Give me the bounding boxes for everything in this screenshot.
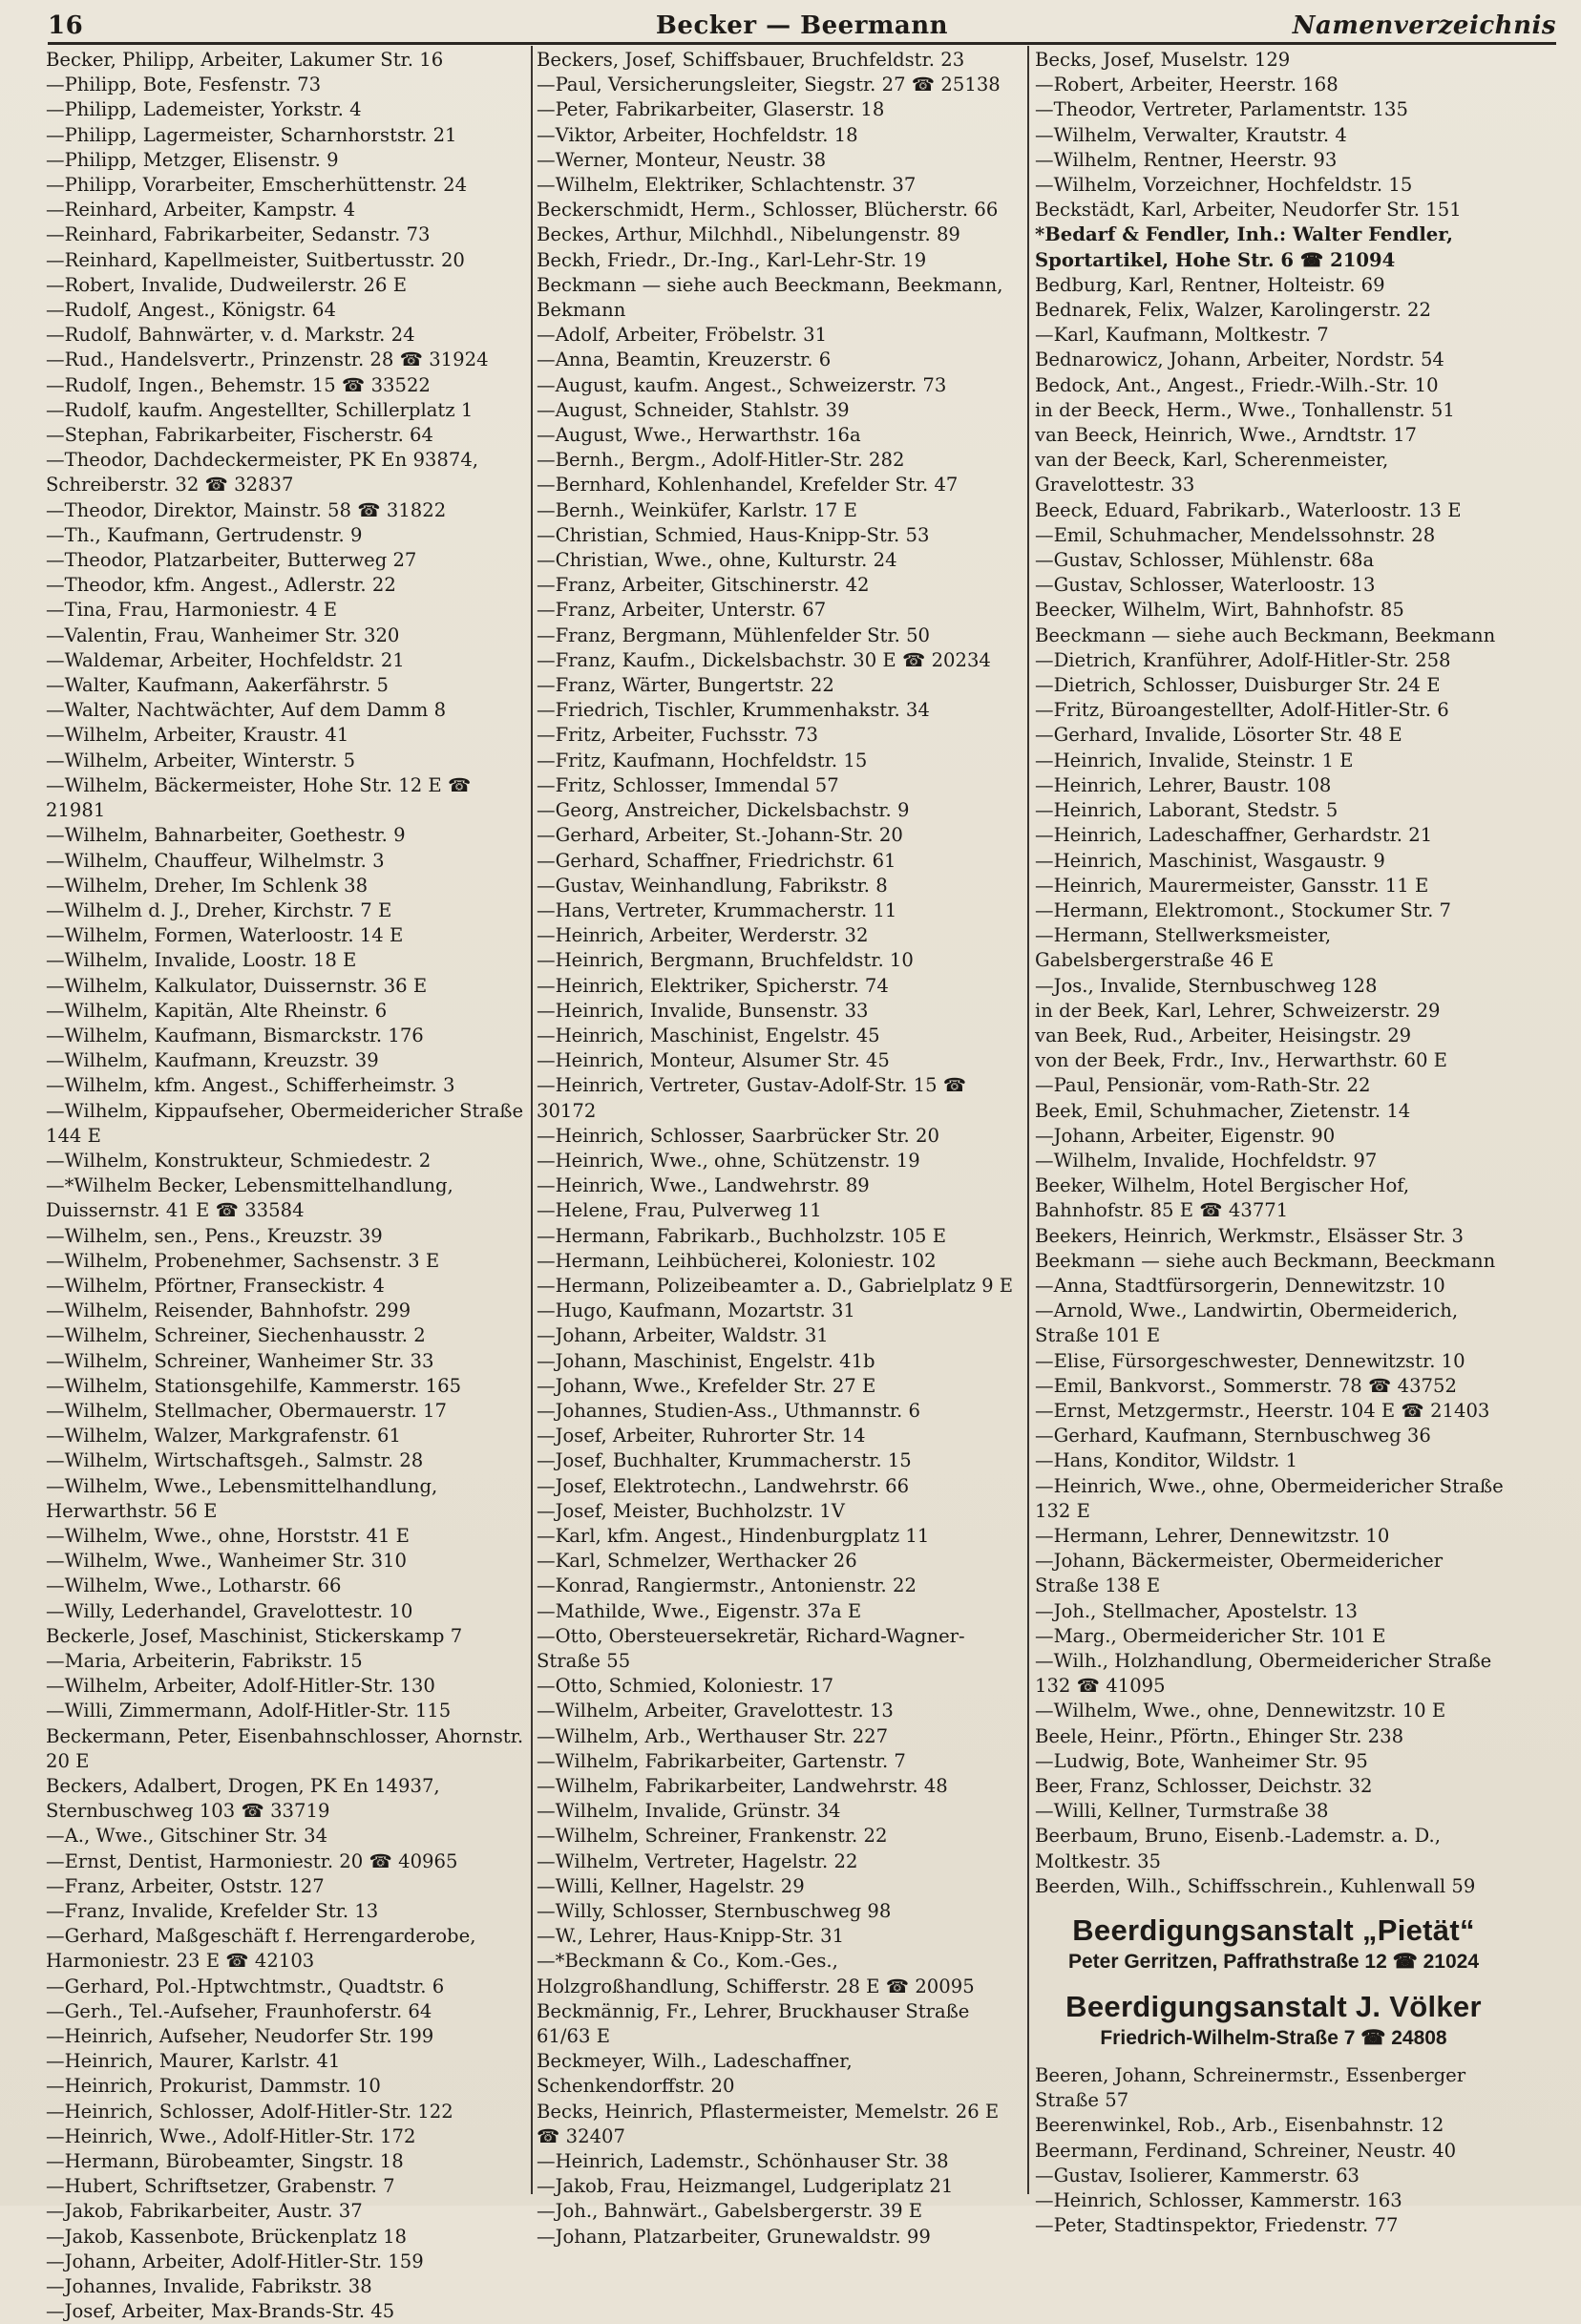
directory-entry: —Jakob, Kassenbote, Brückenplatz 18 — [46, 2225, 408, 2248]
directory-entry: von der Beek, Frdr., Inv., Herwarthstr. 60 E — [1035, 1049, 1447, 1072]
directory-entry: —Wilhelm, Wirtschaftsgeh., Salmstr. 28 — [46, 1449, 424, 1472]
directory-entry: —Wilhelm, Reisender, Bahnhofstr. 299 — [46, 1299, 411, 1322]
directory-entry: —Hermann, Polizeibeamter a. D., Gabrielplatz 9 E — [537, 1274, 1014, 1297]
directory-entry: —Heinrich, Arbeiter, Werderstr. 32 — [537, 924, 869, 947]
directory-entry: —Ludwig, Bote, Wanheimer Str. 95 — [1035, 1749, 1368, 1772]
directory-entry: —Franz, Arbeiter, Gitschinerstr. 42 — [537, 574, 870, 597]
directory-entry: —Johann, Platzarbeiter, Grunewaldstr. 99 — [537, 2225, 931, 2248]
directory-entry: —Bernh., Bergm., Adolf-Hitler-Str. 282 — [537, 449, 905, 472]
page-header — [48, 8, 1556, 45]
directory-entry: —Paul, Versicherungsleiter, Siegstr. 27 ☎ 25138 — [537, 74, 1001, 96]
directory-entry: —Hermann, Elektromont., Stockumer Str. 7 — [1035, 898, 1451, 921]
directory-entry: —Wilhelm, Chauffeur, Wilhelmstr. 3 — [46, 849, 385, 872]
directory-entry: —Johann, Maschinist, Engelstr. 41b — [537, 1349, 875, 1372]
directory-entry: —Wilhelm, Wwe., Lebensmittelhandlung, Herwarthstr. 56 E — [46, 1474, 438, 1522]
directory-entry: van Beeck, Heinrich, Wwe., Arndtstr. 17 — [1035, 424, 1418, 447]
directory-entry: —Viktor, Arbeiter, Hochfeldstr. 18 — [537, 123, 858, 146]
directory-entry: Beckers, Josef, Schiffsbauer, Bruchfeldstr. 23 — [537, 49, 965, 71]
directory-entry: —Willy, Lederhandel, Gravelottestr. 10 — [46, 1599, 413, 1622]
directory-entry: Bedburg, Karl, Rentner, Holteistr. 69 — [1035, 273, 1385, 296]
directory-entry: Beerenwinkel, Rob., Arb., Eisenbahnstr. 12 — [1035, 2114, 1444, 2137]
directory-entry: —Wilhelm, Invalide, Grünstr. 34 — [537, 1800, 841, 1823]
directory-entry: —Reinhard, Fabrikarbeiter, Sedanstr. 73 — [46, 223, 431, 246]
directory-entry: —Wilhelm, Pförtner, Franseckistr. 4 — [46, 1274, 385, 1297]
directory-entry: —Heinrich, Laborant, Stedstr. 5 — [1035, 799, 1339, 822]
directory-entry: —Gerhard, Invalide, Lösorter Str. 48 E — [1035, 724, 1402, 747]
directory-entry: —Heinrich, Ladeschaffner, Gerhardstr. 21 — [1035, 824, 1433, 847]
directory-entry: —Valentin, Frau, Wanheimer Str. 320 — [46, 623, 400, 646]
directory-entry: —Wilhelm, Kaufmann, Bismarckstr. 176 — [46, 1024, 424, 1046]
directory-entry: —Bernhard, Kohlenhandel, Krefelder Str. 47 — [537, 474, 959, 496]
directory-entry: —Karl, kfm. Angest., Hindenburgplatz 11 — [537, 1524, 930, 1547]
directory-entry: —Ernst, Metzgermstr., Heerstr. 104 E ☎ 21403 — [1035, 1399, 1490, 1422]
directory-entry: —Josef, Arbeiter, Ruhrorter Str. 14 — [537, 1425, 866, 1447]
directory-entry: —Theodor, kfm. Angest., Adlerstr. 22 — [46, 574, 396, 597]
directory-entry: —Heinrich, Schlosser, Saarbrücker Str. 20 — [537, 1124, 939, 1147]
directory-entry: —Gustav, Schlosser, Waterloostr. 13 — [1035, 574, 1376, 597]
directory-entry: Beckermann, Peter, Eisenbahnschlosser, Ahornstr. 20 E — [46, 1724, 524, 1772]
directory-entry: —Franz, Wärter, Bungertstr. 22 — [537, 674, 834, 697]
directory-entry: —Rudolf, Ingen., Behemstr. 15 ☎ 33522 — [46, 373, 431, 396]
directory-entry: —Wilhelm d. J., Dreher, Kirchstr. 7 E — [46, 898, 392, 921]
directory-entry: —Franz, Bergmann, Mühlenfelder Str. 50 — [537, 623, 931, 646]
directory-entry: —Friedrich, Tischler, Krummenhakstr. 34 — [537, 699, 930, 722]
directory-entry: —Adolf, Arbeiter, Fröbelstr. 31 — [537, 324, 828, 347]
directory-entry: Beckes, Arthur, Milchhdl., Nibelungenstr. 89 — [537, 223, 960, 246]
directory-entry: —Christian, Schmied, Haus-Knipp-Str. 53 — [537, 523, 930, 546]
directory-entry: —Hubert, Schriftsetzer, Grabenstr. 7 — [46, 2175, 395, 2198]
directory-entry: —Johann, Arbeiter, Waldstr. 31 — [537, 1324, 829, 1347]
directory-entry: —Stephan, Fabrikarbeiter, Fischerstr. 64 — [46, 424, 433, 447]
directory-entry: Beckmeyer, Wilh., Ladeschaffner, Schenkendorffstr. 20 — [537, 2050, 853, 2098]
directory-entry: —Josef, Buchhalter, Krummacherstr. 15 — [537, 1449, 912, 1472]
directory-entry: —Reinhard, Arbeiter, Kampstr. 4 — [46, 199, 356, 222]
directory-entry: —Wilhelm, Arb., Werthauser Str. 227 — [537, 1724, 889, 1747]
directory-entry: —Willi, Zimmermann, Adolf-Hitler-Str. 115 — [46, 1700, 452, 1722]
directory-entry: —Theodor, Platzarbeiter, Butterweg 27 — [46, 549, 417, 572]
directory-entry: Beerden, Wilh., Schiffsschrein., Kuhlenwall 59 — [1035, 1874, 1476, 1897]
directory-entry: —Otto, Schmied, Koloniestr. 17 — [537, 1675, 834, 1698]
directory-entry: van Beek, Rud., Arbeiter, Heisingstr. 29 — [1035, 1024, 1412, 1046]
directory-entry: —Heinrich, Wwe., ohne, Schützenstr. 19 — [537, 1149, 920, 1172]
directory-entry: —Heinrich, Lehrer, Baustr. 108 — [1035, 773, 1332, 796]
directory-entry: —Fritz, Kaufmann, Hochfeldstr. 15 — [537, 749, 868, 771]
directory-entry: —Wilhelm, Elektriker, Schlachtenstr. 37 — [537, 174, 917, 197]
directory-entry: —Hermann, Stellwerksmeister, Gabelsbergerstraße 46 E — [1035, 924, 1332, 972]
directory-entry: —Wilhelm, Schreiner, Frankenstr. 22 — [537, 1825, 888, 1848]
directory-entry: Beckmann — siehe auch Beeckmann, Beekmann, Bekmann — [537, 273, 1003, 322]
directory-entry: in der Beek, Karl, Lehrer, Schweizerstr. 29 — [1035, 999, 1441, 1022]
directory-entry: *Bedarf & Fendler, Inh.: Walter Fendler, Sportartikel, Hohe Str. 6 ☎ 21094 — [1035, 223, 1453, 271]
directory-entry: —Johannes, Invalide, Fabrikstr. 38 — [46, 2275, 372, 2298]
directory-entry: —Franz, Arbeiter, Unterstr. 67 — [537, 599, 827, 622]
directory-entry: —Paul, Pensionär, vom-Rath-Str. 22 — [1035, 1074, 1371, 1097]
directory-entry: —Wilhelm, Bäckermeister, Hohe Str. 12 E ☎ 21981 — [46, 773, 472, 822]
directory-entry: —Rudolf, kaufm. Angestellter, Schillerplatz 1 — [46, 398, 474, 421]
page-number: 16 — [48, 11, 84, 40]
directory-entry: —Rudolf, Bahnwärter, v. d. Markstr. 24 — [46, 324, 415, 347]
directory-entry: Beerbaum, Bruno, Eisenb.-Lademstr. a. D., Moltkestr. 35 — [1035, 1825, 1441, 1872]
directory-entry: —Anna, Stadtfürsorgerin, Dennewitzstr. 10 — [1035, 1274, 1445, 1297]
directory-entry: —August, kaufm. Angest., Schweizerstr. 73 — [537, 373, 947, 396]
directory-entry: —*Beckmann & Co., Kom.-Ges., Holzgroßhandlung, Schifferstr. 28 E ☎ 20095 — [537, 1950, 975, 1997]
directory-entry: —Heinrich, Maurermeister, Gansstr. 11 E — [1035, 874, 1429, 897]
directory-entry: —Reinhard, Kapellmeister, Suitbertusstr. 20 — [46, 248, 465, 271]
directory-entry: —Wilhelm, Wwe., ohne, Dennewitzstr. 10 E — [1035, 1700, 1446, 1722]
directory-entry: —Heinrich, Maschinist, Engelstr. 45 — [537, 1024, 880, 1046]
directory-entry: —Waldemar, Arbeiter, Hochfeldstr. 21 — [46, 648, 405, 671]
directory-column-3 — [1035, 48, 1512, 2237]
column-divider — [1027, 46, 1029, 2194]
directory-entry: —Wilhelm, Fabrikarbeiter, Gartenstr. 7 — [537, 1749, 906, 1772]
directory-entry: —Gustav, Weinhandlung, Fabrikstr. 8 — [537, 874, 888, 897]
directory-entry: —Gerhard, Schaffner, Friedrichstr. 61 — [537, 849, 896, 872]
directory-entry: —Wilhelm, Kapitän, Alte Rheinstr. 6 — [46, 999, 388, 1022]
directory-entry: —Heinrich, Schlosser, Adolf-Hitler-Str. 122 — [46, 2100, 453, 2123]
directory-entry: —Wilhelm, Walzer, Markgrafenstr. 61 — [46, 1425, 401, 1447]
directory-entry: Beckerle, Josef, Maschinist, Stickerskamp 7 — [46, 1624, 463, 1647]
directory-entry: —Wilhelm, Bahnarbeiter, Goethestr. 9 — [46, 824, 406, 847]
directory-entry: —Wilhelm, Schreiner, Siechenhausstr. 2 — [46, 1324, 426, 1347]
directory-entry: —Hans, Vertreter, Krummacherstr. 11 — [537, 898, 897, 921]
directory-entry: —Heinrich, Wwe., ohne, Obermeidericher Straße 132 E — [1035, 1474, 1504, 1522]
directory-entry: —Heinrich, Invalide, Steinstr. 1 E — [1035, 749, 1354, 771]
directory-entry: —Wilhelm, Invalide, Loostr. 18 E — [46, 949, 357, 972]
directory-entry: —Theodor, Vertreter, Parlamentstr. 135 — [1035, 98, 1408, 121]
directory-entry: Beele, Heinr., Pförtn., Ehinger Str. 238 — [1035, 1724, 1404, 1747]
running-title: Becker — Beermann — [655, 11, 949, 40]
directory-entry: Beermann, Ferdinand, Schreiner, Neustr. 40 — [1035, 2139, 1457, 2162]
ad-subtitle: Peter Gerritzen, Paffrathstraße 12 ☎ 21024 — [1067, 1951, 1480, 1974]
directory-entry: —Werner, Monteur, Neustr. 38 — [537, 148, 827, 171]
directory-entry: —Heinrich, Wwe., Landwehrstr. 89 — [537, 1174, 870, 1197]
directory-entry: Beer, Franz, Schlosser, Deichstr. 32 — [1035, 1775, 1373, 1798]
directory-entry: —Georg, Anstreicher, Dickelsbachstr. 9 — [537, 799, 910, 822]
directory-entry: —Gustav, Isolierer, Kammerstr. 63 — [1035, 2164, 1360, 2187]
directory-entry: —Theodor, Direktor, Mainstr. 58 ☎ 31822 — [46, 498, 447, 521]
directory-entry: Beekers, Heinrich, Werkmstr., Elsässer Str. 3 — [1035, 1224, 1465, 1247]
directory-entry: —Dietrich, Kranführer, Adolf-Hitler-Str. 258 — [1035, 648, 1451, 671]
directory-entry: —Gustav, Schlosser, Mühlenstr. 68a — [1035, 549, 1375, 572]
directory-entry: —Wilhelm, Rentner, Heerstr. 93 — [1035, 148, 1338, 171]
directory-entry: —Hugo, Kaufmann, Mozartstr. 31 — [537, 1299, 855, 1322]
directory-entry: —Hermann, Fabrikarb., Buchholzstr. 105 E — [537, 1224, 947, 1247]
directory-entry: —Otto, Obersteuersekretär, Richard-Wagner-Straße 55 — [537, 1624, 965, 1672]
directory-entry: —Konrad, Rangiermstr., Antonienstr. 22 — [537, 1574, 917, 1597]
directory-entry: —Hermann, Leihbücherei, Koloniestr. 102 — [537, 1249, 937, 1272]
directory-entry: —Heinrich, Schlosser, Kammerstr. 163 — [1035, 2189, 1402, 2212]
directory-entry: —August, Wwe., Herwarthstr. 16a — [537, 424, 861, 447]
directory-entry: —Th., Kaufmann, Gertrudenstr. 9 — [46, 523, 363, 546]
directory-entry: Beek, Emil, Schuhmacher, Zietenstr. 14 — [1035, 1099, 1411, 1122]
directory-entry: —Jakob, Frau, Heizmangel, Ludgeriplatz 21 — [537, 2175, 954, 2198]
directory-entry: —Franz, Invalide, Krefelder Str. 13 — [46, 1900, 379, 1923]
directory-entry: —Wilhelm, Fabrikarbeiter, Landwehrstr. 48 — [537, 1775, 948, 1798]
directory-entry: Becker, Philipp, Arbeiter, Lakumer Str. 16 — [46, 49, 444, 71]
directory-entry: —Wilhelm, Wwe., Lotharstr. 66 — [46, 1574, 342, 1597]
directory-entry: —Emil, Bankvorst., Sommerstr. 78 ☎ 43752 — [1035, 1374, 1457, 1397]
ad-subtitle: Friedrich-Wilhelm-Straße 7 ☎ 24808 — [1100, 2027, 1447, 2050]
directory-entry: —Christian, Wwe., ohne, Kulturstr. 24 — [537, 549, 897, 572]
directory-entry: —Hermann, Bürobeamter, Singstr. 18 — [46, 2150, 404, 2173]
directory-entry: —Johann, Arbeiter, Adolf-Hitler-Str. 159 — [46, 2250, 424, 2272]
column-divider — [531, 46, 533, 2194]
directory-entry: —Josef, Arbeiter, Max-Brands-Str. 45 — [46, 2300, 395, 2323]
directory-entry: —Philipp, Metzger, Elisenstr. 9 — [46, 148, 339, 171]
directory-entry: —Wilhelm, Arbeiter, Winterstr. 5 — [46, 749, 356, 771]
directory-entry: —Fritz, Schlosser, Immendal 57 — [537, 773, 839, 796]
directory-entry: —Wilhelm, Kalkulator, Duissernstr. 36 E — [46, 974, 428, 997]
directory-entry: —A., Wwe., Gitschiner Str. 34 — [46, 1825, 328, 1848]
directory-entry: Beckmännig, Fr., Lehrer, Bruckhauser Straße 61/63 E — [537, 1999, 970, 2048]
directory-entry: —Anna, Beamtin, Kreuzerstr. 6 — [537, 349, 832, 371]
directory-entry: —Heinrich, Wwe., Adolf-Hitler-Str. 172 — [46, 2124, 416, 2147]
directory-entry: —Wilhelm, Kippaufseher, Obermeidericher Straße 144 E — [46, 1099, 524, 1147]
directory-entry: —Wilhelm, Verwalter, Krautstr. 4 — [1035, 123, 1347, 146]
directory-entry: —Franz, Kaufm., Dickelsbachstr. 30 E ☎ 20234 — [537, 648, 991, 671]
directory-entry: —Heinrich, Bergmann, Bruchfeldstr. 10 — [537, 949, 914, 972]
directory-entry: in der Beeck, Herm., Wwe., Tonhallenstr. 51 — [1035, 398, 1455, 421]
directory-entry: —Elise, Fürsorgeschwester, Dennewitzstr. 10 — [1035, 1349, 1465, 1372]
directory-entry: —Peter, Stadtinspektor, Friedenstr. 77 — [1035, 2214, 1399, 2237]
directory-entry: —Hans, Konditor, Wildstr. 1 — [1035, 1449, 1298, 1472]
directory-entry: —Rudolf, Angest., Königstr. 64 — [46, 299, 336, 322]
directory-entry: —Josef, Meister, Buchholzstr. 1V — [537, 1499, 845, 1522]
directory-entry: —Mathilde, Wwe., Eigenstr. 37a E — [537, 1599, 862, 1622]
directory-entry: —Helene, Frau, Pulverweg 11 — [537, 1199, 822, 1222]
ad-title: Beerdigungsanstalt „Pietät“ — [1072, 1913, 1475, 1948]
directory-entry: —Heinrich, Aufseher, Neudorfer Str. 199 — [46, 2025, 434, 2048]
directory-entry: —Wilhelm, Probenehmer, Sachsenstr. 3 E — [46, 1249, 440, 1272]
directory-entry: —Joh., Bahnwärt., Gabelsbergerstr. 39 E — [537, 2200, 923, 2223]
directory-entry: —Fritz, Büroangestellter, Adolf-Hitler-Str. 6 — [1035, 699, 1449, 722]
directory-entry: —Rud., Handelsvertr., Prinzenstr. 28 ☎ 31924 — [46, 349, 489, 371]
directory-entry: —Wilhelm, Arbeiter, Gravelottestr. 13 — [537, 1700, 894, 1722]
directory-entry: —Marg., Obermeidericher Str. 101 E — [1035, 1624, 1386, 1647]
directory-entry: —Wilhelm, Wwe., Wanheimer Str. 310 — [46, 1550, 407, 1573]
directory-entry: —Gerhard, Arbeiter, St.-Johann-Str. 20 — [537, 824, 903, 847]
directory-entry: —Jos., Invalide, Sternbuschweg 128 — [1035, 974, 1378, 997]
directory-entry: —Wilhelm, Formen, Waterloostr. 14 E — [46, 924, 404, 947]
directory-entry: —Gerhard, Pol.-Hptwchtmstr., Quadtstr. 6 — [46, 1975, 445, 1997]
directory-entry: —Philipp, Lagermeister, Scharnhorststr. 21 — [46, 123, 457, 146]
directory-entry: —*Wilhelm Becker, Lebensmittelhandlung, Duissernstr. 41 E ☎ 33584 — [46, 1174, 453, 1222]
directory-entry: —Karl, Schmelzer, Werthacker 26 — [537, 1550, 857, 1573]
directory-entry: —Wilhelm, kfm. Angest., Schifferheimstr. 3 — [46, 1074, 455, 1097]
directory-entry: —Willi, Kellner, Turmstraße 38 — [1035, 1800, 1329, 1823]
directory-entry: —Wilhelm, Konstrukteur, Schmiedestr. 2 — [46, 1149, 432, 1172]
directory-entry: —Fritz, Arbeiter, Fuchsstr. 73 — [537, 724, 818, 747]
directory-entry: Beckerschmidt, Herm., Schlosser, Blücherstr. 66 — [537, 199, 999, 222]
directory-entry: —Heinrich, Prokurist, Dammstr. 10 — [46, 2075, 381, 2098]
directory-entry: van der Beeck, Karl, Scherenmeister, Gravelottestr. 33 — [1035, 449, 1389, 496]
directory-entry: Beeck, Eduard, Fabrikarb., Waterloostr. 13 E — [1035, 498, 1462, 521]
directory-entry: —Wilhelm, Arbeiter, Adolf-Hitler-Str. 130 — [46, 1675, 435, 1698]
directory-entry: Beeren, Johann, Schreinermstr., Essenberger Straße 57 — [1035, 2064, 1466, 2112]
directory-entry: —Heinrich, Maschinist, Wasgaustr. 9 — [1035, 849, 1385, 872]
directory-entry: —Wilhelm, Stellmacher, Obermauerstr. 17 — [46, 1399, 447, 1422]
directory-entry: —Gerhard, Maßgeschäft f. Herrengarderobe, Harmoniestr. 23 E ☎ 42103 — [46, 1925, 476, 1973]
directory-entry: —Heinrich, Maurer, Karlstr. 41 — [46, 2050, 341, 2073]
directory-entry: —Maria, Arbeiterin, Fabrikstr. 15 — [46, 1650, 363, 1672]
directory-entry: Beckstädt, Karl, Arbeiter, Neudorfer Str. 151 — [1035, 199, 1462, 222]
section-title: Namenverzeichnis — [1292, 11, 1556, 40]
directory-entry: —Franz, Arbeiter, Oststr. 127 — [46, 1874, 325, 1897]
directory-entry: —Wilhelm, Arbeiter, Kraustr. 41 — [46, 724, 349, 747]
directory-entry: —Gerhard, Kaufmann, Sternbuschweg 36 — [1035, 1425, 1431, 1447]
directory-entry: —Philipp, Vorarbeiter, Emscherhüttenstr. 24 — [46, 174, 468, 197]
ad-title: Beerdigungsanstalt J. Völker — [1065, 1990, 1482, 2024]
directory-entry: —Heinrich, Monteur, Alsumer Str. 45 — [537, 1049, 890, 1072]
directory-entry: —Ernst, Dentist, Harmoniestr. 20 ☎ 40965 — [46, 1849, 458, 1872]
directory-entry: —Jakob, Fabrikarbeiter, Austr. 37 — [46, 2200, 363, 2223]
directory-entry: —Gerh., Tel.-Aufseher, Fraunhoferstr. 64 — [46, 1999, 432, 2022]
directory-entry: Becks, Heinrich, Pflastermeister, Memelstr. 26 E ☎ 32407 — [537, 2100, 1000, 2147]
directory-entry: —Heinrich, Lademstr., Schönhauser Str. 38 — [537, 2150, 949, 2173]
directory-entry: —Wilh., Holzhandlung, Obermeidericher Straße 132 ☎ 41095 — [1035, 1650, 1492, 1698]
directory-entry: Beecker, Wilhelm, Wirt, Bahnhofstr. 85 — [1035, 599, 1404, 622]
directory-column-2 — [537, 48, 1020, 2248]
directory-entry: —Walter, Kaufmann, Aakerfährstr. 5 — [46, 674, 389, 697]
directory-entry: —Joh., Stellmacher, Apostelstr. 13 — [1035, 1599, 1358, 1622]
directory-entry: —Josef, Elektrotechn., Landwehrstr. 66 — [537, 1474, 910, 1497]
directory-entry: —Wilhelm, sen., Pens., Kreuzstr. 39 — [46, 1224, 383, 1247]
directory-entry: —Robert, Invalide, Dudweilerstr. 26 E — [46, 273, 408, 296]
directory-entry: —Wilhelm, Schreiner, Wanheimer Str. 33 — [46, 1349, 434, 1372]
directory-entry: —Johann, Bäckermeister, Obermeidericher Straße 138 E — [1035, 1550, 1444, 1597]
directory-column-1 — [46, 48, 529, 2323]
directory-entry: —W., Lehrer, Haus-Knipp-Str. 31 — [537, 1925, 845, 1948]
directory-entry: —Johann, Arbeiter, Eigenstr. 90 — [1035, 1124, 1336, 1147]
directory-entry: —Theodor, Dachdeckermeister, PK En 93874, Schreiberstr. 32 ☎ 32837 — [46, 449, 479, 496]
directory-entry: Bedock, Ant., Angest., Friedr.-Wilh.-Str. 10 — [1035, 373, 1439, 396]
directory-entry: Beeckmann — siehe auch Beckmann, Beekmann — [1035, 623, 1496, 646]
directory-entry: —Dietrich, Schlosser, Duisburger Str. 24 E — [1035, 674, 1441, 697]
directory-entry: —Heinrich, Invalide, Bunsenstr. 33 — [537, 999, 869, 1022]
directory-entry: Becks, Josef, Muselstr. 129 — [1035, 49, 1291, 71]
directory-entry: —Wilhelm, Dreher, Im Schlenk 38 — [46, 874, 369, 897]
advertisement-pietaet — [1035, 1912, 1512, 1975]
directory-entry: —Heinrich, Elektriker, Spicherstr. 74 — [537, 974, 889, 997]
directory-entry: —August, Schneider, Stahlstr. 39 — [537, 398, 850, 421]
directory-entry: —Willy, Schlosser, Sternbuschweg 98 — [537, 1900, 892, 1923]
directory-entry: —Wilhelm, Vorzeichner, Hochfeldstr. 15 — [1035, 174, 1413, 197]
directory-entry: —Tina, Frau, Harmoniestr. 4 E — [46, 599, 337, 622]
directory-entry: —Wilhelm, Wwe., ohne, Horststr. 41 E — [46, 1524, 410, 1547]
directory-entry: —Wilhelm, Stationsgehilfe, Kammerstr. 165 — [46, 1374, 462, 1397]
directory-entry: —Wilhelm, Kaufmann, Kreuzstr. 39 — [46, 1049, 379, 1072]
directory-entry: —Johann, Wwe., Krefelder Str. 27 E — [537, 1374, 876, 1397]
advertisement-voelker — [1035, 1989, 1512, 2052]
directory-entry: —Philipp, Bote, Fesfenstr. 73 — [46, 74, 322, 96]
directory-entry: Beeker, Wilhelm, Hotel Bergischer Hof, Bahnhofstr. 85 E ☎ 43771 — [1035, 1174, 1410, 1222]
directory-entry: —Karl, Kaufmann, Moltkestr. 7 — [1035, 324, 1329, 347]
directory-entry: Beekmann — siehe auch Beckmann, Beeckmann — [1035, 1249, 1496, 1272]
directory-entry: —Walter, Nachtwächter, Auf dem Damm 8 — [46, 699, 447, 722]
directory-entry: —Peter, Fabrikarbeiter, Glaserstr. 18 — [537, 98, 885, 121]
directory-entry: —Heinrich, Vertreter, Gustav-Adolf-Str. 15 ☎ 30172 — [537, 1074, 967, 1122]
directory-entry: —Wilhelm, Vertreter, Hagelstr. 22 — [537, 1849, 858, 1872]
directory-entry: —Arnold, Wwe., Landwirtin, Obermeiderich, Straße 101 E — [1035, 1299, 1459, 1347]
directory-entry: —Robert, Arbeiter, Heerstr. 168 — [1035, 74, 1339, 96]
directory-entry: —Wilhelm, Invalide, Hochfeldstr. 97 — [1035, 1149, 1378, 1172]
directory-entry: Beckh, Friedr., Dr.-Ing., Karl-Lehr-Str. 19 — [537, 248, 927, 271]
directory-entry: —Willi, Kellner, Hagelstr. 29 — [537, 1874, 805, 1897]
directory-entry: —Johannes, Studien-Ass., Uthmannstr. 6 — [537, 1399, 920, 1422]
directory-entry: Bednarek, Felix, Walzer, Karolingerstr. 22 — [1035, 299, 1431, 322]
directory-entry: —Bernh., Weinküfer, Karlstr. 17 E — [537, 498, 857, 521]
directory-entry: —Philipp, Lademeister, Yorkstr. 4 — [46, 98, 362, 121]
directory-entry: —Emil, Schuhmacher, Mendelssohnstr. 28 — [1035, 523, 1436, 546]
directory-entry: Bednarowicz, Johann, Arbeiter, Nordstr. 54 — [1035, 349, 1444, 371]
directory-entry: —Hermann, Lehrer, Dennewitzstr. 10 — [1035, 1524, 1390, 1547]
directory-entry: Beckers, Adalbert, Drogen, PK En 14937, Sternbuschweg 103 ☎ 33719 — [46, 1775, 440, 1823]
